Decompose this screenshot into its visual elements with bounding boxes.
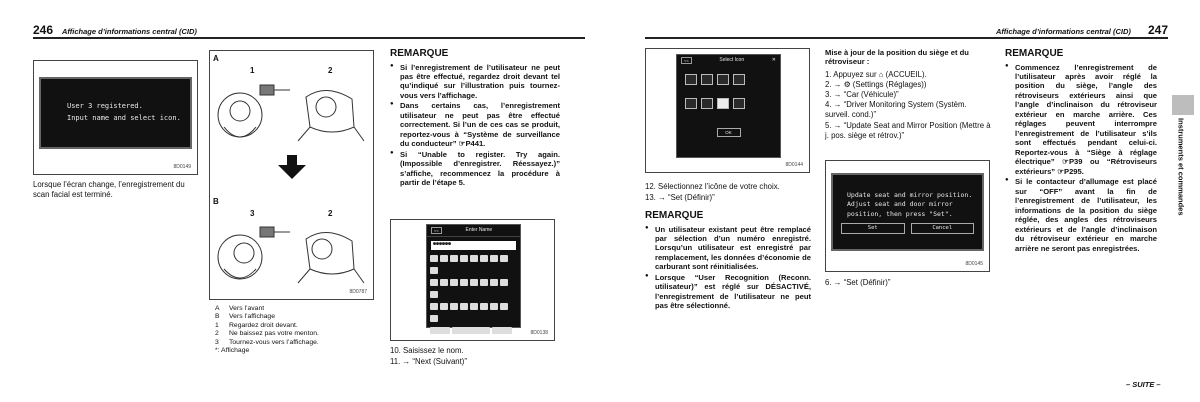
down-arrow-icon [278,155,306,179]
legend-text: Ne baissez pas votre menton. [229,330,319,338]
figure-code: 8D0787 [349,288,367,295]
remarque-section-left [390,48,560,189]
header-rule-right [645,37,1168,39]
figure-code: 8D0144 [785,161,803,168]
icon-option[interactable] [701,74,713,85]
figure-code: 8D0149 [173,163,191,170]
figure-code: 8D0138 [530,329,548,336]
remarque-item: ● Si l’enregistrement de l’utilisateur ne peut pas être effectué, regardez droit devant tel qu’indiqué sur l’illustration puis tournez-vous vers l’affichage. [390,63,560,101]
keyboard-screen [426,224,521,328]
legend-key: A [215,305,220,312]
icon-option[interactable] [733,98,745,109]
remarque-title: REMARQUE [390,48,449,59]
figure-update-seat-mirror [825,160,990,272]
mise-step: 4. → “Driver Monitoring System (Systèm. surveil. cond.)” [825,100,967,120]
update-buttons [833,219,982,234]
legend-key: 3 [215,338,219,346]
legend-text: Vers l’avant [229,305,265,312]
update-line-2: Adjust seat and door mirror [847,200,953,209]
page-number-left: 246 [33,23,54,37]
remarque-section-right [1005,48,1157,254]
registered-line-2: Input name and select icon. [67,113,181,122]
step-10: 10. Saisissez le nom. [390,346,464,355]
set-button[interactable]: Set [841,223,905,234]
back-button[interactable]: << [681,57,692,64]
update-line-3: position, then press "Set". [847,209,953,218]
figure-head-position-diagram [209,50,374,300]
section-title: Mise à jour de la position du siège et du rétroviseur : [825,48,969,67]
mise-step: 3. → “Car (Véhicule)” [825,90,899,100]
registered-screen [39,77,192,149]
name-input[interactable]: ●●●●●● [431,241,516,250]
remarque-list [645,225,811,311]
step-13: 13. → “Set (Définir)” [645,193,715,202]
select-icon-screen [676,54,781,158]
update-message [833,175,982,219]
icon-option[interactable] [685,98,697,109]
icon-option-selected[interactable] [717,98,729,109]
remarque-item: ● Si “Unable to register. Try again. (Impossible d’enregistrer. Réessayez.)” s’affiche, recommencez la procédure à partir de l’étape 5. [390,150,560,188]
mise-step: 2. → ⚙ (Settings (Réglages)) [825,80,927,90]
figure-select-icon [645,48,810,173]
cancel-button[interactable]: Cancel [911,223,975,234]
remarque-title: REMARQUE [645,210,704,221]
legend-text: Tournez-vous vers l’affichage. [229,338,319,346]
icon-grid[interactable] [677,66,780,114]
keyboard-title: Enter Name [465,227,493,233]
remarque-item: ● Si le contacteur d’allumage est placé sur “OFF” avant la fin de l’enregistrement de l’utilisateur, les informations de la position du siège réglée, des angles des rétroviseurs extérieurs et de l’angle d’inclinaison du rétroviseur extérieur en marche arrière ne seront pas enregistrées. [1005,177,1157,253]
diagram-label-a: A [213,54,219,63]
diagram-number-2-bottom: 2 [328,209,333,218]
keyboard-header [427,225,520,237]
figure-enter-name-keyboard [390,219,555,341]
head-turn-illustration [214,221,371,291]
registered-line-1: User 3 registered. [67,102,143,110]
chapter-tab [1172,95,1194,115]
back-button[interactable]: << [431,227,442,234]
figure-user-registered [33,60,198,175]
head-forward-illustration [214,77,371,151]
icon-option[interactable] [685,74,697,85]
diagram-number-1: 1 [250,66,255,75]
mise-step: 1. Appuyez sur ⌂ (ACCUEIL). [825,69,927,79]
remarque-list [1005,63,1157,254]
mise-step: 5. → “Update Seat and Mirror Position (Mettre à j. pos. siège et rétrov.)” [825,120,991,140]
running-head-right: Affichage d’informations central (CID) [996,27,1131,36]
legend-row [215,330,375,338]
legend-note: *: Affichage [215,347,250,355]
remarque-title: REMARQUE [1005,48,1064,59]
legend-key: 1 [215,321,219,329]
remarque-list [390,63,560,188]
remarque-item: ● Un utilisateur existant peut être remplacé par sélection d’un numéro enregistré. Lorsqu’un utilisateur est enregistré par remplacement, les données d’économie de carburant sont réinitialisées. [645,225,811,272]
suite-marker: – SUITE – [1126,380,1161,389]
update-line-1: Update seat and mirror position. [847,191,973,199]
icon-option[interactable] [733,74,745,85]
remarque-section-middle [645,210,811,312]
figure-code: 8D0145 [965,260,983,267]
close-icon[interactable]: ✕ [771,57,776,63]
icon-option[interactable] [717,74,729,85]
icon-option[interactable] [701,98,713,109]
legend-key: B [215,313,220,321]
keyboard-keys[interactable] [427,252,520,340]
header-rule-left [33,37,585,39]
caption-scan-complete: Lorsque l’écran change, l’enregistrement du scan facial est terminé. [33,180,185,200]
diagram-number-2-top: 2 [328,66,333,75]
step-6: 6. → “Set (Définir)” [825,278,891,287]
diagram-number-3: 3 [250,209,255,218]
legend-row [215,305,375,313]
page-number-right: 247 [1148,23,1169,37]
remarque-item: ● Commencez l’enregistrement de l’utilisateur après avoir réglé la position du siège, l’angle des rétroviseurs extérieurs ainsi que l’angle d’inclinaison du rétroviseur extérieur en marche arrière. Ces réglages peuvent interrompre l’enregistrement de l’utilisateur s’ils sont effectués pendant celui-ci. Reportez-vous à “Siège à réglage électrique” ☞P39 ou “Rétroviseurs extérieurs” ☞P295. [1005,63,1157,177]
remarque-item: ● Lorsque “User Recognition (Reconn. utilisateur)” est réglé sur DÉSACTIVÉ, l’enregistrement de l’utilisateur ne peut pas être sélectionné. [645,273,811,311]
seat-mirror-update-section [825,48,993,141]
legend-row [215,339,375,347]
chapter-side-label: Instruments et commandes [1176,118,1186,216]
step-12: 12. Sélectionnez l’icône de votre choix. [645,182,780,191]
step-11: 11. → “Next (Suivant)” [390,357,467,366]
update-screen [831,173,984,251]
running-head-left: Affichage d’informations central (CID) [62,27,197,36]
ok-button[interactable]: OK [717,128,741,137]
legend-row [215,313,375,321]
legend-row [215,322,375,330]
diagram-legend [215,305,375,356]
remarque-item: ● Dans certains cas, l’enregistrement utilisateur ne peut pas être effectué correctement. Si l’un de ces cas se produit, reportez-vous à “Système de surveillance du conducteur” ☞P441. [390,101,560,148]
legend-text: Vers l’affichage [229,313,275,321]
legend-text: Regardez droit devant. [229,321,298,329]
legend-key: 2 [215,330,219,338]
diagram-label-b: B [213,197,219,206]
select-icon-header [677,55,780,66]
select-icon-title: Select Icon [719,57,745,63]
